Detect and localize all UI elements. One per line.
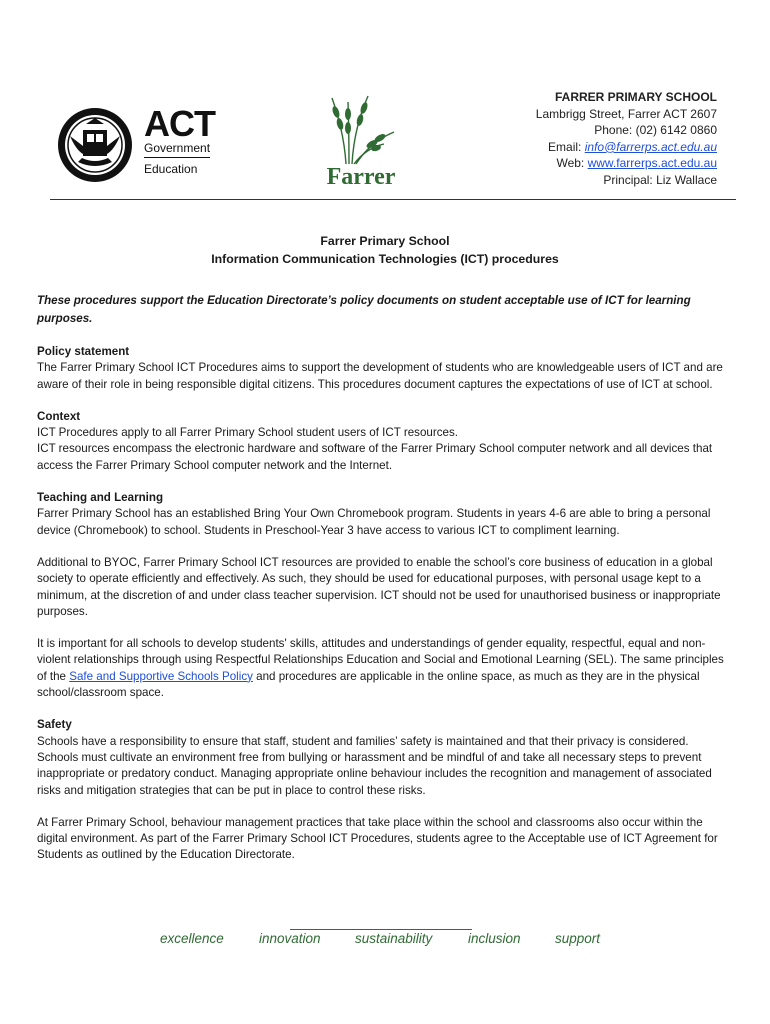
- document-body: [37, 292, 727, 880]
- value-support: support: [555, 931, 601, 946]
- email-label: Email:: [548, 139, 585, 154]
- title-procedures: Information Communication Technologies (ICT) procedures: [211, 252, 559, 266]
- act-crest-icon: [56, 106, 134, 184]
- title-school: Farrer Primary School: [320, 234, 450, 248]
- wheat-icon: [318, 92, 404, 166]
- teaching-text-3-before: It is important for all schools to develop students' skills, attitudes and understandings of gender equality, respectful, equal and non-violent relationships through using Respectful Relationships Education and Social and Emotional Learning (SEL). The same principles of the: [37, 637, 724, 683]
- farrer-school-logo: [318, 92, 404, 190]
- act-education-label: Education: [144, 162, 198, 176]
- safety-text-1: Schools have a responsibility to ensure that staff, student and families’ safety is maintained and that their privacy is considered. Schools must cultivate an environment free from bullying or harassment and be mindful of and take all necessary steps to prevent inappropriate or predatory conduct. Managing appropriate online behaviour includes the recognition and management of associated risks and mitigation strategies that can be put in place to control these risks.: [37, 734, 712, 797]
- value-innovation: innovation: [259, 931, 321, 946]
- document-title: [0, 232, 770, 268]
- context-text-2: ICT resources encompass the electronic hardware and software of the Farrer Primary School computer network and all devices that access the Farrer Primary School computer network and the Internet.: [37, 442, 713, 472]
- act-logo-divider: [144, 157, 210, 158]
- act-government-label: Government: [144, 141, 211, 155]
- school-phone: Phone: (02) 6142 0860: [594, 123, 717, 138]
- farrer-wordmark: Farrer: [326, 164, 396, 190]
- intro-statement: These procedures support the Education Directorate’s policy documents on student acceptable use of ICT for learning purposes.: [37, 294, 691, 325]
- school-principal: Principal: Liz Wallace: [603, 172, 717, 187]
- school-address: Lambrigg Street, Farrer ACT 2607: [535, 106, 717, 121]
- teaching-text-3: [37, 636, 727, 701]
- teaching-text-2: Additional to BYOC, Farrer Primary School ICT resources are provided to enable the school’s core business of education in a global society to operate efficiently and effectively. As such, they should be used for educational purposes, with personal usage kept to a minimum, at the discretion of and under class teacher supervision. ICT should not be used for unauthorised business or inappropriate purposes.: [37, 555, 721, 618]
- web-label: Web:: [556, 156, 588, 171]
- school-contact-block: [536, 89, 717, 189]
- school-web-line: [536, 155, 717, 172]
- school-name: FARRER PRIMARY SCHOOL: [554, 90, 717, 104]
- heading-policy-statement: Policy statement: [37, 345, 130, 358]
- school-email-line: [536, 139, 717, 156]
- email-link[interactable]: info@farrerps.act.edu.au: [584, 139, 717, 154]
- safe-supportive-schools-policy-link[interactable]: Safe and Supportive Schools Policy: [69, 669, 253, 683]
- heading-safety: Safety: [37, 718, 72, 732]
- safety-text-2: At Farrer Primary School, behaviour management practices that take place within the school and classrooms also occur within the digital environment. As part of the Farrer Primary School ICT Procedures, students agree to the Acceptable use of ICT Agreement for Students as outlined by the Education Directorate.: [37, 815, 718, 862]
- header-divider: [50, 199, 736, 200]
- act-government-logo: [56, 104, 226, 186]
- heading-context: Context: [37, 409, 81, 423]
- teaching-text-3-after: and procedures are applicable in the online space, as much as they are in the physical school/classroom space.: [37, 669, 700, 700]
- website-link[interactable]: www.farrerps.act.edu.au: [587, 156, 717, 171]
- act-wordmark: ACT: [144, 103, 215, 144]
- footer-divider: [290, 929, 472, 930]
- value-sustainability: sustainability: [355, 931, 433, 946]
- policy-statement-text: The Farrer Primary School ICT Procedures aims to support the development of students who are knowledgeable users of ICT and are aware of their role in being responsible digital citizens. This procedures document captures the expectations of use of ICT at school.: [37, 361, 723, 391]
- value-inclusion: inclusion: [468, 931, 521, 946]
- teaching-text-1: Farrer Primary School has an established Bring Your Own Chromebook program. Students in years 4-6 are able to bring a personal device (Chromebook) to school. Students in Preschool-Year 3 have access to various ICT to compliment learning.: [37, 507, 711, 537]
- context-text-1: ICT Procedures apply to all Farrer Primary School student users of ICT resources.: [37, 426, 458, 440]
- value-excellence: excellence: [160, 931, 224, 946]
- heading-teaching-learning: Teaching and Learning: [37, 491, 164, 505]
